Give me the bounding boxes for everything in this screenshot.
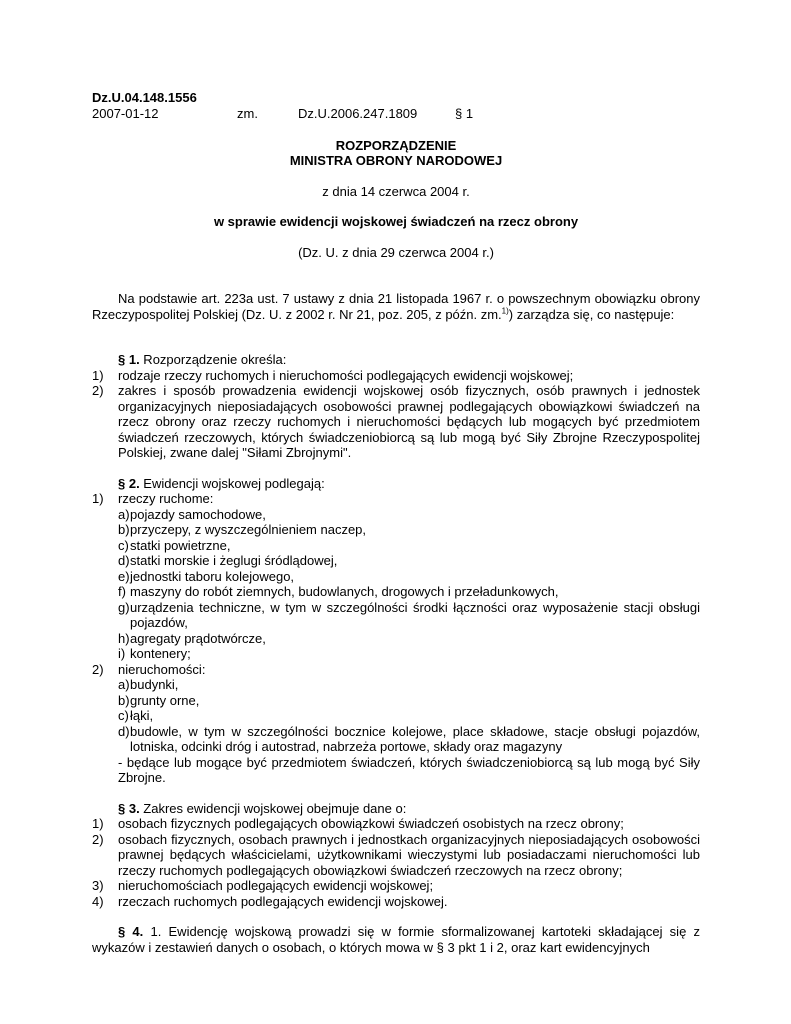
sub-list-letter: b) [118,522,130,537]
sub-list-item [92,600,700,631]
document-date: 2007-01-12 [92,105,159,121]
sub-list-item [92,522,700,538]
sub-list-letter: c) [118,537,129,553]
section-2-intro-text: Ewidencji wojskowej podlegają: [139,475,325,491]
document-page [92,90,700,955]
section-2-intro [92,476,700,492]
sub-list-text: jednostki taboru kolejowego, [130,568,295,584]
title-date: z dnia 14 czerwca 2004 r. [322,183,470,199]
title-subject: w sprawie ewidencji wojskowej świadczeń na rzecz obrony [213,214,579,229]
list-item [92,368,700,384]
sub-list-item [92,708,700,724]
sub-list-item [92,631,700,647]
sub-list-letter: a) [118,677,130,692]
list-number: 2) [92,661,104,677]
sub-list-letter: i) [118,646,126,661]
sub-list-text: budynki, [130,677,179,692]
sub-list-item [92,538,700,554]
sub-list-item [92,724,700,755]
title-line-1: ROZPORZĄDZENIE [335,137,457,153]
section-2-closing: - będące lub mogące być przedmiotem świadczeń, których świadczeniobiorcą są lub mogą być Siły Zbrojne. [118,754,700,785]
sub-list-item [92,584,700,600]
section-3-intro-text: Zakres ewidencji wojskowej obejmuje dane o: [139,800,407,816]
sub-list-item [92,677,700,693]
amendment-line [92,106,700,122]
list-text: osobach fizycznych, osobach prawnych i jednostkach organizacyjnych nieposiadających osobowości prawnej będących właścicielami, użytkownikami wieczystymi lub posiadaczami nieruchomości lub rzeczy ruchomych podlegających obowiązkowi świadczeń rzeczowych na rzecz obrony; [118,831,700,878]
list-item [92,878,700,894]
section-4-label: § 4. [118,924,144,939]
list-item [92,816,700,832]
list-item [92,894,700,910]
section-3-intro [92,801,700,817]
sub-list-letter: e) [118,568,130,584]
sub-list-text: maszyny do robót ziemnych, budowlanych, drogowych i przeładunkowych, [130,584,559,599]
footnote-marker: 1) [501,306,509,316]
list-text: rzeczy ruchome: [118,491,214,506]
section-4-paragraph [92,924,700,955]
preamble-text-end: ) zarządza się, co następuje: [508,306,675,322]
list-text: osobach fizycznych podlegających obowiązkowi świadczeń osobistych na rzecz obrony; [118,816,624,831]
list-number: 2) [92,383,104,398]
sub-list-letter: f) [118,584,126,599]
amendment-paragraph: § 1 [455,105,474,121]
amendment-label: zm. [237,105,258,121]
sub-list-item [92,553,700,569]
amendment-reference: Dz.U.2006.247.1809 [298,105,418,121]
section-1-intro-text: Rozporządzenie określa: [139,352,287,367]
sub-list-letter: b) [118,692,130,708]
sub-list-text: przyczepy, z wyszczególnieniem naczep, [130,522,367,537]
section-3-label: § 3. [118,800,140,816]
list-text: nieruchomości: [118,661,206,677]
list-text: rodzaje rzeczy ruchomych i nieruchomości podlegających ewidencji wojskowej; [118,367,574,383]
section-1-intro [92,352,700,368]
title-line-2: MINISTRA OBRONY NARODOWEJ [289,153,503,168]
sub-list-letter: a) [118,506,130,522]
document-reference: Dz.U.04.148.1556 [92,90,197,105]
sub-list-text: budowle, w tym w szczególności bocznice kolejowe, place składowe, stacje obsługi pojazdów, lotniska, odcinki dróg i autostrad, nabrzeża portowe, składy oraz magazyny [130,723,700,754]
sub-list-letter: c) [118,708,129,723]
sub-list-letter: d) [118,723,130,739]
preamble [92,291,700,322]
sub-list-item [92,693,700,709]
list-text: zakres i sposób prowadzenia ewidencji wojskowej osób fizycznych, osób prawnych i jednostek organizacyjnych nieposiadających osobowości prawnej podlegających obowiązkowi świadczeń na rzecz obrony oraz rzeczy ruchomych i nieruchomości będących lub mogących być przedmiotem świadczeń rzeczowych, których świadczeniobiorcą są lub mogą być Siły Zbrojne Rzeczypospolitej Polskiej, zwane dalej "Siłami Zbrojnymi". [118,383,700,460]
list-text: nieruchomościach podlegających ewidencji wojskowej; [118,878,434,893]
list-number: 2) [92,831,104,847]
sub-list-item [92,569,700,585]
list-number: 1) [92,816,104,831]
section-4-text: 1. Ewidencję wojskową prowadzi się w formie sformalizowanej kartoteki składającej się z wykazów i zestawień danych o osobach, o których mowa w § 3 pkt 1 i 2, oraz kart ewidencyjnych [92,924,701,955]
section-1-label: § 1. [118,352,140,367]
sub-list-item [92,507,700,523]
list-number: 4) [92,893,104,909]
list-number: 3) [92,878,104,893]
sub-list-letter: h) [118,630,130,646]
list-text: rzeczach ruchomych podlegających ewidencji wojskowej. [118,893,448,909]
list-item [92,662,700,678]
sub-list-text: łąki, [130,708,154,723]
list-item [92,383,700,461]
sub-list-text: pojazdy samochodowe, [130,506,266,522]
preamble-text: Na podstawie art. 223a ust. 7 ustawy z dnia 21 listopada 1967 r. o powszechnym obowiązku obrony Rzeczypospolitej Polskiej (Dz. U. z 2002 r. Nr 21, poz. 205, z późn. zm. [92,291,700,322]
sub-list-text: statki morskie i żeglugi śródlądowej, [130,553,338,568]
sub-list-letter: d) [118,553,130,568]
sub-list-item [92,646,700,662]
sub-list-text: agregaty prądotwórcze, [130,630,266,646]
list-item [92,832,700,879]
publication-reference: (Dz. U. z dnia 29 czerwca 2004 r.) [298,244,494,260]
sub-list-letter: g) [118,599,130,615]
sub-list-text: grunty orne, [130,692,200,708]
sub-list-text: kontenery; [130,646,191,661]
sub-list-text: urządzenia techniczne, w tym w szczególności środki łączności oraz wyposażenie stacji obsługi pojazdów, [130,599,700,630]
list-number: 1) [92,367,104,383]
sub-list-text: statki powietrzne, [130,537,231,553]
section-2-label: § 2. [118,475,140,491]
list-number: 1) [92,491,104,506]
list-item [92,491,700,507]
